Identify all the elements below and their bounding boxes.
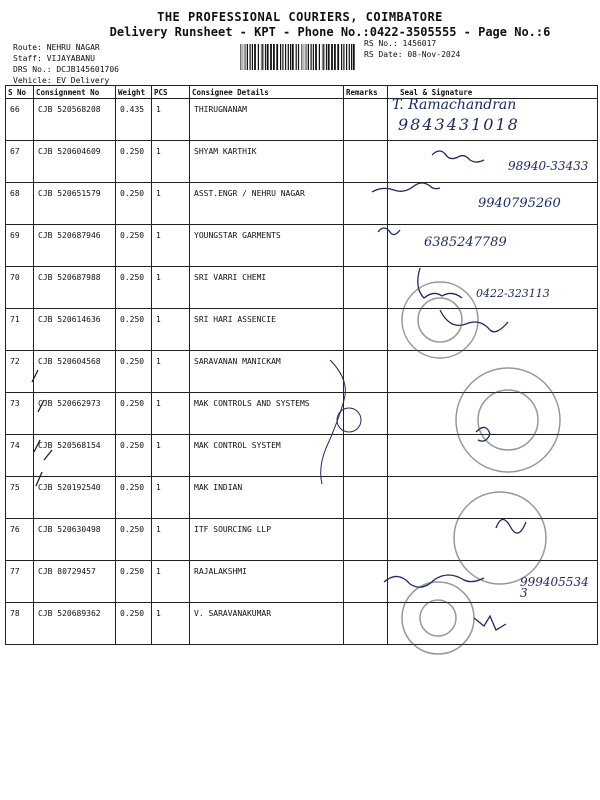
consignee-value: SHYAM KARTHIK <box>194 147 257 156</box>
company-title: THE PROFESSIONAL COURIERS, COIMBATORE <box>157 10 443 24</box>
barcode-bar <box>319 44 320 70</box>
sno-value: 76 <box>10 525 20 534</box>
sig70-phone: 0422-323113 <box>476 287 550 300</box>
table-row <box>6 393 598 435</box>
barcode-bar <box>322 44 323 70</box>
cell-sno <box>6 603 34 645</box>
cell-weight <box>116 225 152 267</box>
route: Route: NEHRU NAGAR <box>13 43 100 52</box>
consignment-no-value: CJB 520689362 <box>38 609 101 618</box>
pcs-value: 1 <box>156 315 161 324</box>
weight-value: 0.250 <box>120 189 145 198</box>
weight-value: 0.250 <box>120 147 145 156</box>
cell-remarks <box>344 99 388 141</box>
weight-value: 0.250 <box>120 357 145 366</box>
consignment-no-value: CJB 520604609 <box>38 147 101 156</box>
cell-weight <box>116 183 152 225</box>
weight-value: 0.250 <box>120 567 145 576</box>
barcode-bar <box>254 44 256 70</box>
barcode-bar <box>349 44 350 70</box>
cell-consignee <box>190 561 344 603</box>
barcode-bar <box>308 44 309 70</box>
weight-value: 0.250 <box>120 441 145 450</box>
cell-seal-signature <box>388 477 598 519</box>
barcode-bar <box>334 44 336 70</box>
consignee-value: V. SARAVANAKUMAR <box>194 609 272 618</box>
consignee-value: MAK INDIAN <box>194 483 243 492</box>
consignment-no-value: CJB 520568154 <box>38 441 101 450</box>
table-row <box>6 603 598 645</box>
barcode-bar <box>290 44 291 70</box>
cell-seal-signature <box>388 393 598 435</box>
table-row <box>6 435 598 477</box>
vehicle: Vehicle: EV Delivery <box>13 76 110 85</box>
barcode-bar <box>276 44 278 70</box>
consignment-no-value: CJB 520192540 <box>38 483 101 492</box>
cell-sno <box>6 225 34 267</box>
consignment-no-value: CJB 520604568 <box>38 357 101 366</box>
cell-consignee <box>190 309 344 351</box>
table-row <box>6 351 598 393</box>
rs-number: RS No.: 1456017 <box>364 39 437 48</box>
barcode-bar <box>285 44 286 70</box>
cell-seal-signature <box>388 351 598 393</box>
consignment-no-value: CJB 520687946 <box>38 231 101 240</box>
consignee-value: MAK CONTROL SYSTEM <box>194 441 281 450</box>
cell-consignment-no <box>34 561 116 603</box>
rs-date: RS Date: 08-Nov-2024 <box>364 50 461 59</box>
sno-value: 73 <box>10 399 20 408</box>
cell-remarks <box>344 309 388 351</box>
barcode-bar <box>265 44 266 70</box>
weight-value: 0.250 <box>120 399 145 408</box>
consignment-no-value: CJB 520662973 <box>38 399 101 408</box>
weight-value: 0.435 <box>120 105 145 114</box>
barcode <box>240 44 356 70</box>
cell-pcs <box>152 603 190 645</box>
runsheet-info-left <box>13 42 119 86</box>
sno-value: 68 <box>10 189 20 198</box>
drs-number: DRS No.: DCJB145601706 <box>13 65 119 74</box>
barcode-bar <box>341 44 342 70</box>
pcs-value: 1 <box>156 399 161 408</box>
barcode-bar <box>240 44 241 70</box>
barcode-bar <box>273 44 275 70</box>
cell-weight <box>116 477 152 519</box>
barcode-bar <box>326 44 327 70</box>
cell-remarks <box>344 603 388 645</box>
sno-value: 72 <box>10 357 20 366</box>
weight-value: 0.250 <box>120 231 145 240</box>
cell-weight <box>116 603 152 645</box>
cell-weight <box>116 309 152 351</box>
cell-sno <box>6 561 34 603</box>
consignee-value: SRI VARRI CHEMI <box>194 273 267 282</box>
barcode-bar <box>303 44 304 70</box>
barcode-bar <box>301 44 302 70</box>
cell-pcs <box>152 309 190 351</box>
barcode-bar <box>328 44 330 70</box>
barcode-bar <box>261 44 262 70</box>
barcode-bar <box>337 44 339 70</box>
barcode-bar <box>270 44 272 70</box>
col-weight: Weight <box>116 86 152 99</box>
cell-weight <box>116 561 152 603</box>
cell-pcs <box>152 225 190 267</box>
consignment-no-value: CJB 520568208 <box>38 105 101 114</box>
cell-consignment-no <box>34 351 116 393</box>
barcode-bar <box>262 44 263 70</box>
cell-remarks <box>344 393 388 435</box>
barcode-bar <box>296 44 297 70</box>
barcode-bar <box>298 44 299 70</box>
sig77-phone: 9994055343 <box>520 575 589 600</box>
cell-sno <box>6 309 34 351</box>
sno-value: 67 <box>10 147 20 156</box>
sno-value: 78 <box>10 609 20 618</box>
cell-remarks <box>344 351 388 393</box>
cell-sno <box>6 477 34 519</box>
barcode-bar <box>247 44 248 70</box>
barcode-bar <box>288 44 289 70</box>
barcode-bar <box>323 44 324 70</box>
pcs-value: 1 <box>156 273 161 282</box>
barcode-bar <box>292 44 294 70</box>
cell-weight <box>116 351 152 393</box>
consignment-no-value: CJB 520614636 <box>38 315 101 324</box>
cell-remarks <box>344 435 388 477</box>
cell-remarks <box>344 519 388 561</box>
cell-consignee <box>190 183 344 225</box>
pcs-value: 1 <box>156 189 161 198</box>
cell-consignment-no <box>34 225 116 267</box>
col-consignee: Consignee Details <box>190 86 344 99</box>
weight-value: 0.250 <box>120 609 145 618</box>
cell-consignment-no <box>34 477 116 519</box>
cell-consignee <box>190 99 344 141</box>
barcode-bar <box>353 44 355 70</box>
col-remarks: Remarks <box>344 86 388 99</box>
consignment-no-value: CJB 520687988 <box>38 273 101 282</box>
barcode-bar <box>311 44 312 70</box>
cell-consignee <box>190 519 344 561</box>
sig67-phone: 98940-33433 <box>508 159 589 173</box>
cell-seal-signature <box>388 309 598 351</box>
barcode-bar <box>244 44 245 70</box>
weight-value: 0.250 <box>120 273 145 282</box>
cell-pcs <box>152 183 190 225</box>
table-row <box>6 477 598 519</box>
barcode-bar <box>252 44 253 70</box>
consignee-value: YOUNGSTAR GARMENTS <box>194 231 281 240</box>
barcode-bar <box>280 44 281 70</box>
cell-sno <box>6 267 34 309</box>
barcode-bar <box>307 44 308 70</box>
sig69-phone: 6385247789 <box>424 235 507 250</box>
cell-remarks <box>344 561 388 603</box>
cell-consignment-no <box>34 141 116 183</box>
cell-pcs <box>152 267 190 309</box>
weight-value: 0.250 <box>120 483 145 492</box>
cell-remarks <box>344 267 388 309</box>
sno-value: 66 <box>10 105 20 114</box>
weight-value: 0.250 <box>120 525 145 534</box>
barcode-bar <box>343 44 344 70</box>
pcs-value: 1 <box>156 441 161 450</box>
cell-weight <box>116 393 152 435</box>
pcs-value: 1 <box>156 525 161 534</box>
sno-value: 69 <box>10 231 20 240</box>
cell-sno <box>6 351 34 393</box>
sno-value: 74 <box>10 441 20 450</box>
consignment-no-value: CJB 80729457 <box>38 567 96 576</box>
pcs-value: 1 <box>156 147 161 156</box>
consignee-value: SRI HARI ASSENCIE <box>194 315 276 324</box>
cell-weight <box>116 519 152 561</box>
cell-sno <box>6 141 34 183</box>
barcode-bar <box>351 44 352 70</box>
consignee-value: MAK CONTROLS AND SYSTEMS <box>194 399 310 408</box>
cell-sno <box>6 519 34 561</box>
consignee-value: SARAVANAN MANICKAM <box>194 357 281 366</box>
consignment-no-value: CJB 520651579 <box>38 189 101 198</box>
pcs-value: 1 <box>156 567 161 576</box>
cell-consignment-no <box>34 393 116 435</box>
cell-consignment-no <box>34 99 116 141</box>
cell-weight <box>116 267 152 309</box>
barcode-bar <box>331 44 333 70</box>
cell-consignment-no <box>34 519 116 561</box>
cell-seal-signature <box>388 435 598 477</box>
cell-consignment-no <box>34 183 116 225</box>
cell-consignee <box>190 435 344 477</box>
barcode-bar <box>267 44 269 70</box>
pcs-value: 1 <box>156 231 161 240</box>
cell-remarks <box>344 141 388 183</box>
cell-consignee <box>190 477 344 519</box>
table-row <box>6 309 598 351</box>
barcode-bar <box>242 44 243 70</box>
cell-consignment-no <box>34 435 116 477</box>
cell-weight <box>116 141 152 183</box>
cell-sno <box>6 393 34 435</box>
cell-pcs <box>152 435 190 477</box>
table-row <box>6 519 598 561</box>
pcs-value: 1 <box>156 105 161 114</box>
cell-consignment-no <box>34 267 116 309</box>
cell-sno <box>6 183 34 225</box>
staff: Staff: VIJAYABANU <box>13 54 95 63</box>
cell-consignee <box>190 351 344 393</box>
sno-value: 75 <box>10 483 20 492</box>
cell-remarks <box>344 477 388 519</box>
cell-pcs <box>152 561 190 603</box>
cell-consignee <box>190 267 344 309</box>
barcode-bar <box>313 44 314 70</box>
sno-value: 71 <box>10 315 20 324</box>
consignee-value: ASST.ENGR / NEHRU NAGAR <box>194 189 305 198</box>
cell-seal-signature <box>388 519 598 561</box>
cell-sno <box>6 435 34 477</box>
col-pcs: PCS <box>152 86 190 99</box>
barcode-bar <box>282 44 283 70</box>
cell-weight <box>116 435 152 477</box>
barcode-bar <box>258 44 259 70</box>
cell-pcs <box>152 141 190 183</box>
cell-remarks <box>344 183 388 225</box>
barcode-bar <box>246 44 247 70</box>
cell-pcs <box>152 519 190 561</box>
sig68-phone: 9940795260 <box>478 196 561 211</box>
runsheet-subtitle: Delivery Runsheet - KPT - Phone No.:0422-3505555 - Page No.:6 <box>109 25 551 39</box>
cell-consignee <box>190 603 344 645</box>
pcs-value: 1 <box>156 609 161 618</box>
col-sno: S No <box>6 86 34 99</box>
col-consignment: Consignment No <box>34 86 116 99</box>
runsheet-info-right <box>364 38 460 60</box>
cell-pcs <box>152 351 190 393</box>
consignment-no-value: CJB 520630498 <box>38 525 101 534</box>
sno-value: 70 <box>10 273 20 282</box>
cell-consignee <box>190 225 344 267</box>
barcode-bar <box>346 44 347 70</box>
cell-pcs <box>152 477 190 519</box>
cell-pcs <box>152 393 190 435</box>
table-row <box>6 561 598 603</box>
col-signature: Seal & Signature <box>388 86 598 99</box>
barcode-bar <box>250 44 251 70</box>
cell-consignment-no <box>34 603 116 645</box>
consignee-value: THIRUGNANAM <box>194 105 247 114</box>
table-row <box>6 225 598 267</box>
cell-sno <box>6 99 34 141</box>
barcode-bar <box>315 44 317 70</box>
barcode-bar <box>305 44 306 70</box>
cell-seal-signature <box>388 603 598 645</box>
consignee-value: ITF SOURCING LLP <box>194 525 272 534</box>
weight-value: 0.250 <box>120 315 145 324</box>
cell-consignee <box>190 141 344 183</box>
cell-pcs <box>152 99 190 141</box>
consignee-value: RAJALAKSHMI <box>194 567 247 576</box>
cell-consignment-no <box>34 309 116 351</box>
cell-remarks <box>344 225 388 267</box>
cell-weight <box>116 99 152 141</box>
cell-consignee <box>190 393 344 435</box>
sig66-phone: 9843431018 <box>398 115 520 134</box>
sno-value: 77 <box>10 567 20 576</box>
pcs-value: 1 <box>156 357 161 366</box>
pcs-value: 1 <box>156 483 161 492</box>
sig66-name: T. Ramachandran <box>392 97 517 113</box>
